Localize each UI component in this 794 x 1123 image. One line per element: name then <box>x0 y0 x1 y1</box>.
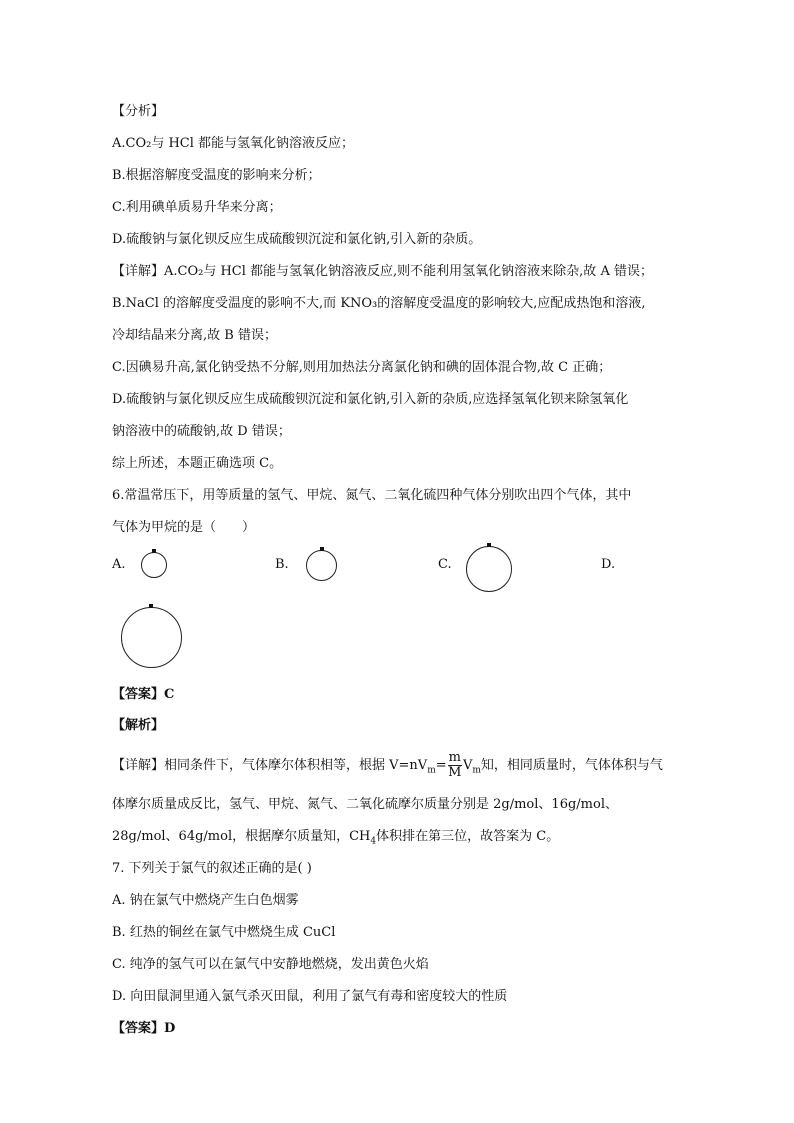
analysis-d: D.硫酸钠与氯化钡反应生成硫酸钡沉淀和氯化钠,引入新的杂质。 <box>112 232 482 247</box>
detail5-line5: D.硫酸钠与氯化钡反应生成硫酸钡沉淀和氯化钠,引入新的杂质,应选择氢氧化钡来除氢氧化 <box>112 392 629 407</box>
q6-detail-suffix: 知，相同质量时，气体体积与气 <box>480 758 663 773</box>
q7-option-d: D. 向田鼠洞里通入氯气杀灭田鼠，利用了氯气有毒和密度较大的性质 <box>112 989 508 1004</box>
q7-option-a: A. 钠在氯气中燃烧产生白色烟雾 <box>112 893 299 908</box>
q6-detail-line1 <box>112 748 663 789</box>
q7-answer: 【答案】D <box>112 1021 176 1036</box>
q6-stem-line1: 6.常温常压下，用等质量的氢气、甲烷、氮气、二氧化硫四种气体分别吹出四个气体，其中 <box>112 488 632 503</box>
fraction-numerator: m <box>448 750 461 765</box>
q6-option-a-label: A. <box>112 557 126 572</box>
q6-answer: 【答案】C <box>112 687 175 702</box>
detail5-line6: 钠溶液中的硫酸钠,故 D 错误； <box>112 424 291 439</box>
q6-option-d-balloon <box>121 607 182 668</box>
detail5-line1: 【详解】A.CO₂与 HCl 都能与氢氧化钠溶液反应,则不能利用氢氧化钠溶液来除杂,故 A 错误； <box>112 264 653 279</box>
q6-detail-eq: = <box>435 758 447 773</box>
q6-detail-line3 <box>112 827 559 852</box>
analysis-b: B.根据溶解度受温度的影响来分析； <box>112 168 321 183</box>
q6-option-b-label: B. <box>275 557 289 572</box>
detail5-line4: C.因碘易升高,氯化钠受热不分解,则用加热法分离氯化钠和碘的固体混合物,故 C 正确； <box>112 360 612 375</box>
q6-option-c-knot <box>487 543 491 547</box>
fraction-denominator: M <box>448 765 462 780</box>
q6-detail-prefix: 【详解】相同条件下，气体摩尔体积相等，根据 V=nV <box>112 758 428 773</box>
q6-option-d-label: D. <box>601 557 616 572</box>
analysis-heading: 【分析】 <box>112 104 165 119</box>
q7-option-b: B. 红热的铜丝在氯气中燃烧生成 CuCl <box>112 925 336 940</box>
q6-detail3-sub: 4 <box>370 836 377 847</box>
q6-detail-v: V <box>462 758 473 773</box>
q6-stem-line2: 气体为甲烷的是（ ） <box>112 520 256 535</box>
q6-option-d-knot <box>149 604 153 608</box>
molar-mass-fraction <box>448 751 462 780</box>
q6-option-b-knot <box>320 547 324 551</box>
detail5-summary: 综上所述，本题正确选项 C。 <box>112 456 283 471</box>
detail5-line3: 冷却结晶来分离,故 B 错误； <box>112 328 277 343</box>
q6-option-a-balloon <box>141 552 167 578</box>
q6-detail-sub-m2: m <box>472 765 481 776</box>
q6-detail3-prefix: 28g/mol、64g/mol，根据摩尔质量知，CH <box>112 829 371 844</box>
q6-option-c-label: C. <box>438 557 452 572</box>
q6-detail-line2: 体摩尔质量成反比，氢气、甲烷、氮气、二氧化硫摩尔质量分别是 2g/mol、16g/mol、 <box>112 797 618 812</box>
q6-option-b-balloon <box>306 550 337 581</box>
q6-detail-sub-m1: m <box>427 765 436 776</box>
detail5-line2: B.NaCl 的溶解度受温度的影响不大,而 KNO₃的溶解度受温度的影响较大,应配成热饱和溶液, <box>112 296 646 311</box>
q6-detail3-suffix: 体积排在第三位，故答案为 C。 <box>376 829 560 844</box>
q7-stem: 7. 下列关于氯气的叙述正确的是( ) <box>112 861 312 876</box>
q6-option-a-knot <box>152 549 156 553</box>
q6-analysis-heading: 【解析】 <box>112 718 165 733</box>
q7-option-c: C. 纯净的氢气可以在氯气中安静地燃烧，发出黄色火焰 <box>112 957 429 972</box>
analysis-a: A.CO₂与 HCl 都能与氢氧化钠溶液反应； <box>112 136 355 151</box>
q6-option-c-balloon <box>466 546 512 592</box>
analysis-c: C.利用碘单质易升华来分离； <box>112 200 282 215</box>
